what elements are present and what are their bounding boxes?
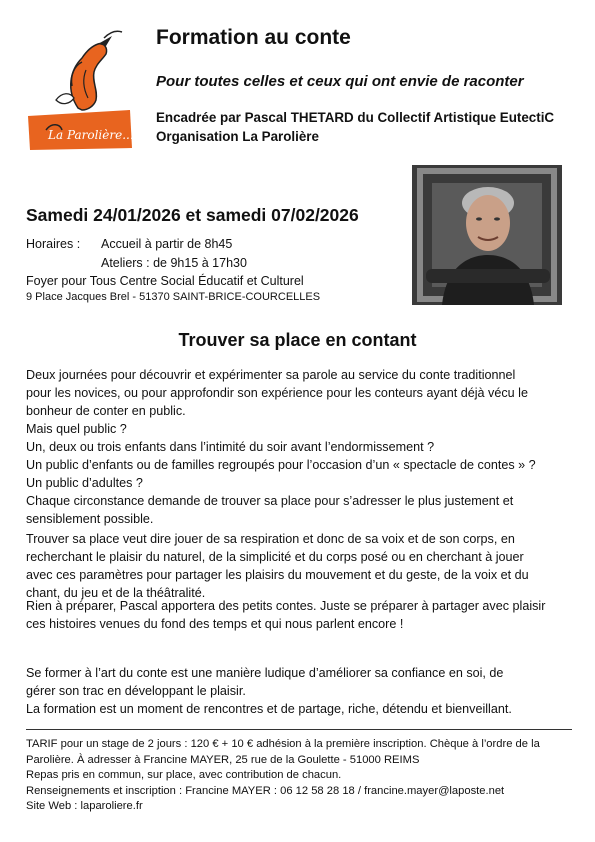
text-line: recherchant le plaisir du naturel, de la simplicité et du corps posé ou en cherchant à jouer <box>26 550 524 564</box>
venue-address: 9 Place Jacques Brel - 51370 SAINT-BRICE-COURCELLES <box>26 291 321 303</box>
paragraph-intro <box>26 366 574 528</box>
organization-line: Organisation La Parolière <box>156 129 319 144</box>
text-line: ces histoires venues du fond des temps et qui nous parlent encore ! <box>26 617 404 631</box>
text-line: Mais quel public ? <box>26 422 127 436</box>
paragraph-benefits <box>26 664 574 718</box>
subtitle: Pour toutes celles et ceux qui ont envie de raconter <box>156 73 524 90</box>
text-line: Chaque circonstance demande de trouver sa place pour s’adresser le plus justement et <box>26 494 514 508</box>
paragraph-voice <box>26 530 574 602</box>
la-paroliere-logo <box>26 30 136 150</box>
text-line: bonheur de conter en public. <box>26 404 186 418</box>
organizer-line: Encadrée par Pascal THETARD du Collectif Artistique EutectiC <box>156 110 555 125</box>
text-line: Rien à préparer, Pascal apportera des petits contes. Juste se préparer à partager avec plaisir <box>26 599 546 613</box>
logo-text: La Parolière... <box>48 128 134 142</box>
text-line: Un, deux ou trois enfants dans l’intimité du soir avant l’endormissement ? <box>26 440 435 454</box>
trainer-photo <box>412 165 562 305</box>
text-line: pour les novices, ou pour approfondir son expérience pour les conteurs ayant déjà vécu le <box>26 386 528 400</box>
footer-tarif: TARIF pour un stage de 2 jours : 120 € + 10 € adhésion à la première inscription. Chèque à l’ordre de la <box>26 738 540 750</box>
text-line: Trouver sa place veut dire jouer de sa respiration et donc de sa voix et de son corps, en <box>26 532 515 546</box>
divider <box>26 729 572 730</box>
text-line: gérer son trac en développant le plaisir. <box>26 684 246 698</box>
footer-contact: Renseignements et inscription : Francine MAYER : 06 12 58 28 18 / francine.mayer@laposte.net <box>26 784 505 797</box>
text-line: chant, du jeu et de la théâtralité. <box>26 586 206 600</box>
footer-website: Site Web : laparoliere.fr <box>26 800 143 812</box>
section-title: Trouver sa place en contant <box>178 330 417 350</box>
hours-welcome: Accueil à partir de 8h45 <box>101 237 233 251</box>
text-line: Un public d’enfants ou de familles regroupés pour l’occasion d’un « spectacle de contes » ? <box>26 458 536 472</box>
text-line: avec ces paramètres pour partager les plaisirs du mouvement et du geste, de la voix et du <box>26 568 529 582</box>
text-line: Deux journées pour découvrir et expérimenter sa parole au service du conte traditionnel <box>26 368 516 382</box>
page-title: Formation au conte <box>156 26 351 49</box>
venue-name: Foyer pour Tous Centre Social Éducatif et Culturel <box>26 274 304 288</box>
text-line: sensiblement possible. <box>26 512 154 526</box>
footer-meals: Repas pris en commun, sur place, avec contribution de chacun. <box>26 769 342 781</box>
footer-address: Parolière. À adresser à Francine MAYER, 25 rue de la Goulette - 51000 REIMS <box>26 753 420 766</box>
hours-workshops: Ateliers : de 9h15 à 17h30 <box>101 256 247 270</box>
footer-info <box>26 737 574 815</box>
text-line: La formation est un moment de rencontres et de partage, riche, détendu et bienveillant. <box>26 702 512 716</box>
text-line: Se former à l’art du conte est une manière ludique d’améliorer sa confiance en soi, de <box>26 666 504 680</box>
hours-label: Horaires : <box>26 237 81 251</box>
event-dates: Samedi 24/01/2026 et samedi 07/02/2026 <box>26 205 359 225</box>
paragraph-preparation <box>26 597 574 633</box>
text-line: Un public d’adultes ? <box>26 476 143 490</box>
